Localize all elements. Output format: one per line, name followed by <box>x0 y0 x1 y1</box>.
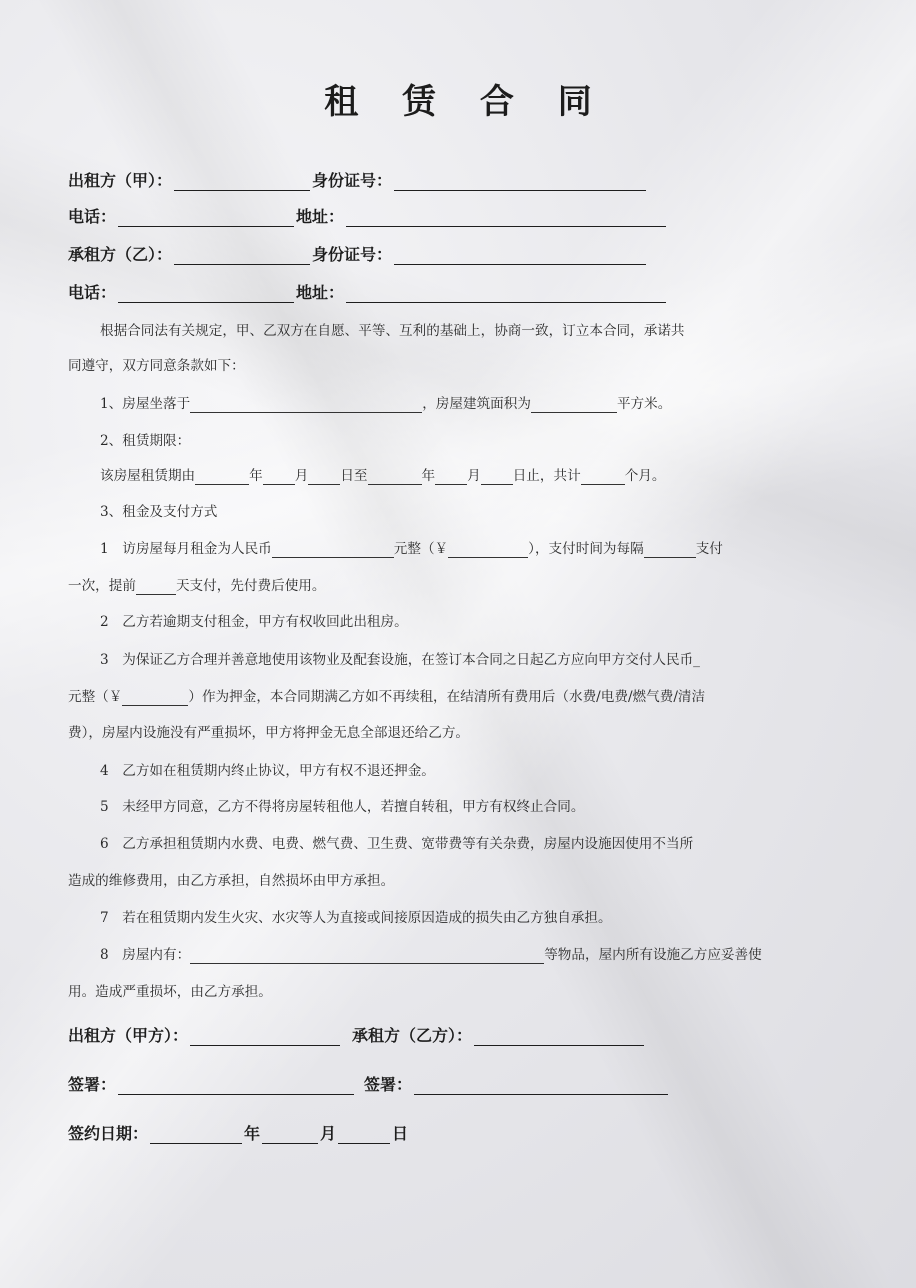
inventory-text-a: 8 房屋内有： <box>100 947 191 963</box>
lessor-phone-field[interactable] <box>118 210 294 227</box>
rent-amount-words-field[interactable] <box>272 543 394 558</box>
year-label: 年 <box>421 468 436 484</box>
lease-term-line <box>100 467 665 485</box>
lessor-id-label: 身份证号： <box>312 171 393 190</box>
sign-date-label: 签约日期： <box>68 1124 149 1143</box>
deposit-amount-field[interactable] <box>122 691 188 706</box>
advance-days-field[interactable] <box>136 580 176 595</box>
start-month-field[interactable] <box>263 470 295 485</box>
month-label: 月 <box>467 468 481 484</box>
sign-day-label: 日 <box>392 1124 409 1143</box>
signature-row <box>68 1075 670 1095</box>
rent-text-b: 元整（￥ <box>393 541 449 557</box>
inventory-text-b: 等物品，屋内所有设施乙方应妥善使 <box>544 947 762 963</box>
start-day-field[interactable] <box>308 470 340 485</box>
lessor-signature-field[interactable] <box>118 1078 354 1095</box>
intro-line-1: 根据合同法有关规定，甲、乙双方在自愿、平等、互利的基础上，协商一致，订立本合同，承诺共 <box>100 323 685 339</box>
floor-area-field[interactable] <box>531 398 617 413</box>
rent-amount-number-field[interactable] <box>448 543 528 558</box>
signature-party-row <box>68 1026 646 1046</box>
deposit-line-3: 费），房屋内设施没有严重损坏，甲方将押金无息全部退还给乙方。 <box>68 725 470 741</box>
sign-date-row <box>68 1124 408 1144</box>
rent-text-e: 一次，提前 <box>68 578 136 594</box>
deposit-line-1: 3 为保证乙方合理并善意地使用该物业及配套设施，在签订本合同之日起乙方应向甲方交付人民币_ <box>100 652 700 668</box>
end-day-field[interactable] <box>481 470 513 485</box>
month-label: 月 <box>294 468 309 484</box>
start-year-field[interactable] <box>195 470 249 485</box>
rent-text-a: 1 访房屋每月租金为人民币 <box>100 541 272 557</box>
lessor-sign-field[interactable] <box>190 1029 340 1046</box>
lessee-signature-field[interactable] <box>414 1078 668 1095</box>
inventory-line-1 <box>100 946 762 964</box>
sign-month-field[interactable] <box>262 1127 318 1144</box>
clause-3-item-5: 5 未经甲方同意，乙方不得将房屋转租他人，若擅自转租，甲方有权终止合同。 <box>100 799 585 815</box>
clause-3-item-2: 2 乙方若逾期支付租金，甲方有权收回此出租房。 <box>100 614 408 630</box>
lessee-sign-label: 承租方（乙方）： <box>352 1026 473 1045</box>
lessee-signature-label: 签署： <box>364 1075 413 1094</box>
rent-text-d: 支付 <box>695 541 723 557</box>
months-label: 个月。 <box>624 468 666 484</box>
total-months-field[interactable] <box>581 470 625 485</box>
deposit-text-b: ）作为押金，本合同期满乙方如不再续租，在结清所有费用后（水费/电费/燃气费/清洁 <box>188 689 706 705</box>
lessee-name-field[interactable] <box>174 248 310 265</box>
clause-1-text-b: ，房屋建筑面积为 <box>422 396 531 412</box>
lessor-signature-label: 签署： <box>68 1075 117 1094</box>
lessor-contact-row <box>68 207 668 227</box>
lessee-phone-label: 电话： <box>68 283 117 302</box>
year-label: 年 <box>249 468 263 484</box>
lessee-contact-row <box>68 283 668 303</box>
lessor-address-label: 地址： <box>296 207 345 226</box>
clause-3-heading: 3、租金及支付方式 <box>100 504 218 520</box>
clause-1-text-a: 1、房屋坐落于 <box>100 396 191 412</box>
lessee-phone-field[interactable] <box>118 286 294 303</box>
end-month-field[interactable] <box>435 470 467 485</box>
document-title: 租 赁 合 同 <box>324 82 608 122</box>
sign-year-label: 年 <box>244 1124 261 1143</box>
inventory-line-2: 用。造成严重损坏，由乙方承担。 <box>68 984 272 1000</box>
lessee-id-field[interactable] <box>394 248 646 265</box>
day-to-label: 日至 <box>340 468 368 484</box>
utilities-line-1: 6 乙方承担租赁期内水费、电费、燃气费、卫生费、宽带费等有关杂费，房屋内设施因使用不当所 <box>100 836 694 852</box>
lessor-address-field[interactable] <box>346 210 666 227</box>
lessor-name-field[interactable] <box>174 174 310 191</box>
lessee-id-label: 身份证号： <box>312 245 393 264</box>
clause-2-heading: 2、租赁期限： <box>100 433 191 449</box>
lessor-label: 出租方（甲）： <box>68 171 173 190</box>
payment-interval-field[interactable] <box>644 543 696 558</box>
clause-1 <box>100 395 671 413</box>
utilities-line-2: 造成的维修费用，由乙方承担，自然损坏由甲方承担。 <box>68 873 395 889</box>
lessor-phone-label: 电话： <box>68 207 117 226</box>
deposit-line-2 <box>68 688 705 706</box>
deposit-text-a: 元整（￥ <box>68 689 123 705</box>
property-location-field[interactable] <box>190 398 422 413</box>
end-year-field[interactable] <box>368 470 422 485</box>
rent-text-f: 天支付，先付费后使用。 <box>175 578 326 594</box>
lessee-row <box>68 245 648 265</box>
rent-text-c: ），支付时间为每隔 <box>528 541 644 557</box>
rent-line-2 <box>68 577 326 595</box>
lease-term-text: 该房屋租赁期由 <box>100 468 196 484</box>
sign-year-field[interactable] <box>150 1127 242 1144</box>
sign-day-field[interactable] <box>338 1127 390 1144</box>
lessor-id-field[interactable] <box>394 174 646 191</box>
lessor-sign-label: 出租方（甲方）： <box>68 1026 189 1045</box>
lessee-address-field[interactable] <box>346 286 666 303</box>
clause-3-item-7: 7 若在租赁期内发生火灾、水灾等人为直接或间接原因造成的损失由乙方独自承担。 <box>100 910 612 926</box>
clause-3-item-4: 4 乙方如在租赁期内终止协议，甲方有权不退还押金。 <box>100 763 435 779</box>
inventory-items-field[interactable] <box>190 949 544 964</box>
sign-month-label: 月 <box>320 1124 337 1143</box>
rent-line-1 <box>100 540 723 558</box>
intro-line-2: 同遵守，双方同意条款如下： <box>68 358 245 374</box>
clause-1-text-c: 平方米。 <box>616 396 672 412</box>
lessee-address-label: 地址： <box>296 283 345 302</box>
end-label: 日止，共计 <box>512 468 581 484</box>
lessee-label: 承租方（乙）： <box>68 245 173 264</box>
lessor-row <box>68 171 648 191</box>
lessee-sign-field[interactable] <box>474 1029 644 1046</box>
